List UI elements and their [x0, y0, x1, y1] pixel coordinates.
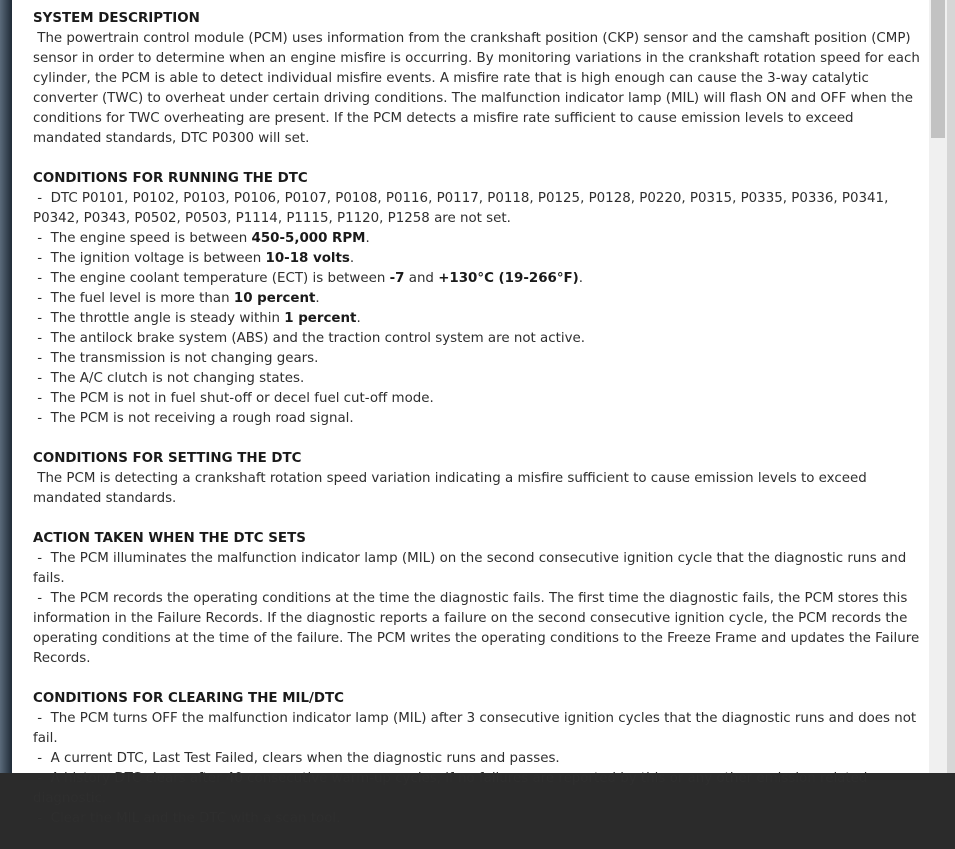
list-item: - The A/C clutch is not changing states. [33, 371, 305, 386]
section-heading: ACTION TAKEN WHEN THE DTC SETS [33, 531, 306, 546]
item-text: - The throttle angle is steady within [33, 311, 285, 326]
section-paragraph: The powertrain control module (PCM) uses information from the crankshaft position (CKP) sensor and the camshaft position (CMP) sensor in order to determine when an engine misfire is occurring. By monitoring variations in the crankshaft rotation speed for each cylinder, the PCM is able to detect individual misfire events. A misfire rate that is high enough can cause the 3-way catalytic converter (TWC) to overheat under certain driving conditions. The malfunction indicator lamp (MIL) will flash ON and OFF when the conditions for TWC overheating are present. If the PCM detects a misfire rate sufficient to cause emission levels to exceed mandated standards, DTC P0300 will set. [33, 31, 925, 146]
list-item: - The PCM is not in fuel shut-off or decel fuel cut-off mode. [33, 391, 434, 406]
list-item [33, 229, 923, 249]
list-item: - The antilock brake system (ABS) and the traction control system are not active. [33, 331, 585, 346]
section-system-description [33, 9, 923, 149]
item-text: - The ignition voltage is between [33, 251, 266, 266]
list-item: - The PCM turns OFF the malfunction indicator lamp (MIL) after 3 consecutive ignition cycles that the diagnostic runs and does not fail. [33, 711, 921, 746]
section-heading: SYSTEM DESCRIPTION [33, 11, 200, 26]
section-action-taken [33, 529, 923, 669]
list-item: - A history DTC clears after 40 consecutive warm-up cycles, if no failures are reported by this or any other emission related diagnostic. [33, 771, 872, 806]
item-text: . [315, 291, 320, 306]
list-item: - The PCM records the operating conditions at the time the diagnostic fails. The first time the diagnostic fails, the PCM stores this information in the Failure Records. If the diagnostic reports a failure on the second consecutive ignition cycle, the PCM records the operating conditions at the time of the failure. The PCM writes the operating conditions to the Freeze Frame and updates the Failure Records. [33, 591, 924, 666]
item-value: 450-5,000 RPM [251, 231, 366, 246]
section-heading: CONDITIONS FOR CLEARING THE MIL/DTC [33, 691, 345, 706]
item-text: . [578, 271, 584, 286]
list-item: - The PCM illuminates the malfunction indicator lamp (MIL) on the second consecutive ignition cycle that the diagnostic runs and fails. [33, 551, 911, 586]
list-item: - DTC P0101, P0102, P0103, P0106, P0107, P0108, P0116, P0117, P0118, P0125, P0128, P0220, P0315, P0335, P0336, P0341, P0342, P0343, P0502, P0503, P1114, P1115, P1120, P1258 are not set. [33, 191, 893, 226]
scrollbar-thumb[interactable] [931, 0, 945, 138]
section-heading: CONDITIONS FOR SETTING THE DTC [33, 451, 302, 466]
window-right-edge [947, 0, 955, 773]
section-conditions-for-setting [33, 449, 923, 509]
list-item [33, 289, 923, 309]
item-text: . [365, 231, 370, 246]
section-heading: CONDITIONS FOR RUNNING THE DTC [33, 171, 308, 186]
section-conditions-for-clearing [33, 689, 923, 829]
item-text: and [404, 271, 439, 286]
item-text: - The engine coolant temperature (ECT) is between [33, 271, 390, 286]
item-value: 1 percent [284, 311, 357, 326]
list-item [33, 309, 923, 329]
list-item: - Clear the MIL and the DTC with a scan tool. [33, 811, 341, 826]
item-text: - The fuel level is more than [33, 291, 234, 306]
item-value: -7 [389, 271, 405, 286]
document-panel [12, 0, 929, 826]
item-text: - The engine speed is between [33, 231, 252, 246]
item-text: . [356, 311, 361, 326]
list-item: - The transmission is not changing gears. [33, 351, 319, 366]
window-left-edge [0, 0, 12, 773]
section-conditions-for-running [33, 169, 923, 429]
list-item [33, 249, 923, 269]
section-paragraph: The PCM is detecting a crankshaft rotation speed variation indicating a misfire sufficient to cause emission levels to exceed mandated standards. [33, 471, 871, 506]
item-value: 10 percent [233, 291, 316, 306]
item-text: . [349, 251, 355, 266]
item-value: +130°C (19-266°F) [438, 271, 579, 286]
list-item [33, 269, 923, 289]
document-content [33, 9, 923, 849]
item-value: 10-18 volts [265, 251, 350, 266]
list-item: - The PCM is not receiving a rough road signal. [33, 411, 354, 426]
list-item: - A current DTC, Last Test Failed, clears when the diagnostic runs and passes. [33, 751, 560, 766]
